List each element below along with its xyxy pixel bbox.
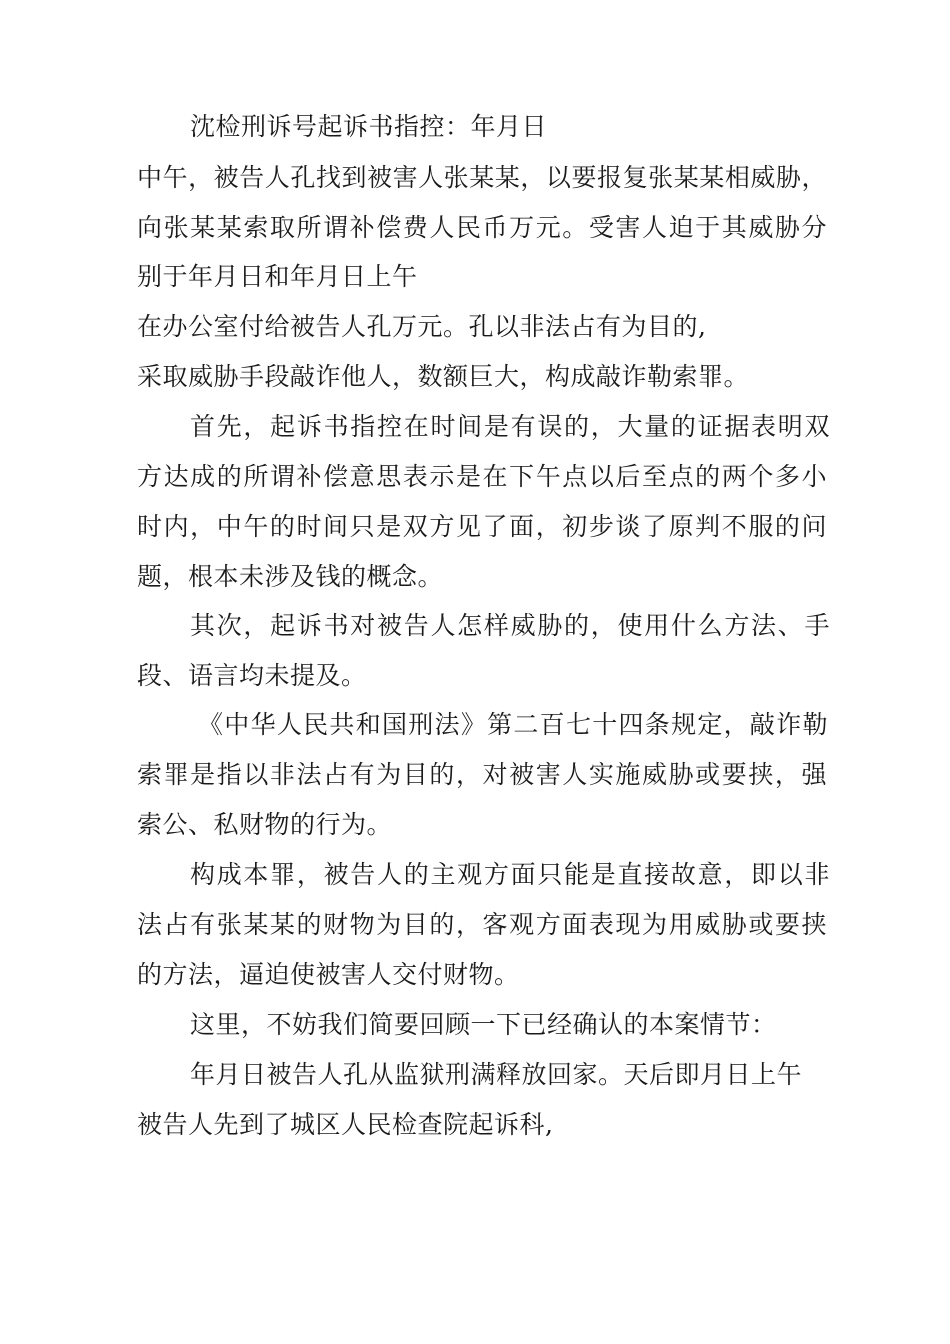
text-line: 时内，中午的时间只是双方见了面，初步谈了原判不服的问 <box>137 512 827 541</box>
text-line: 索罪是指以非法占有为目的，对被害人实施威胁或要挟，强 <box>137 760 827 789</box>
text-line: 段、语言均未提及。 <box>137 661 367 690</box>
text-line: 在办公室付给被告人孔万元。孔以非法占有为目的, <box>137 312 707 341</box>
text-line: 题，根本未涉及钱的概念。 <box>137 562 444 591</box>
text-line: 构成本罪，被告人的主观方面只能是直接故意，即以非 <box>190 860 830 889</box>
text-line: 沈检刑诉号起诉书指控：年月日 <box>190 112 548 141</box>
text-line: 方达成的所谓补偿意思表示是在下午点以后至点的两个多小 <box>137 462 827 491</box>
text-line: 被告人先到了城区人民检查院起诉科, <box>137 1110 554 1139</box>
text-line: 其次，起诉书对被告人怎样威胁的，使用什么方法、手 <box>190 611 830 640</box>
text-line: 中午，被告人孔找到被害人张某某，以要报复张某某相威胁， <box>137 163 827 192</box>
text-line: 法占有张某某的财物为目的，客观方面表现为用威胁或要挟 <box>137 910 827 939</box>
text-line: 别于年月日和年月日上午 <box>137 262 418 291</box>
text-line: 首先，起诉书指控在时间是有误的，大量的证据表明双 <box>190 412 830 441</box>
text-line: 向张某某索取所谓补偿费人民币万元。受害人迫于其威胁分 <box>137 213 827 242</box>
text-line: 采取威胁手段敲诈他人，数额巨大，构成敲诈勒索罪。 <box>137 362 750 391</box>
text-line: 年月日被告人孔从监狱刑满释放回家。天后即月日上午 <box>190 1060 803 1089</box>
text-line: 索公、私财物的行为。 <box>137 810 393 839</box>
text-line: 《中华人民共和国刑法》第二百七十四条规定，敲诈勒 <box>198 710 828 739</box>
text-line: 这里，不妨我们简要回顾一下已经确认的本案情节： <box>190 1010 777 1039</box>
text-line: 的方法，逼迫使被害人交付财物。 <box>137 960 520 989</box>
